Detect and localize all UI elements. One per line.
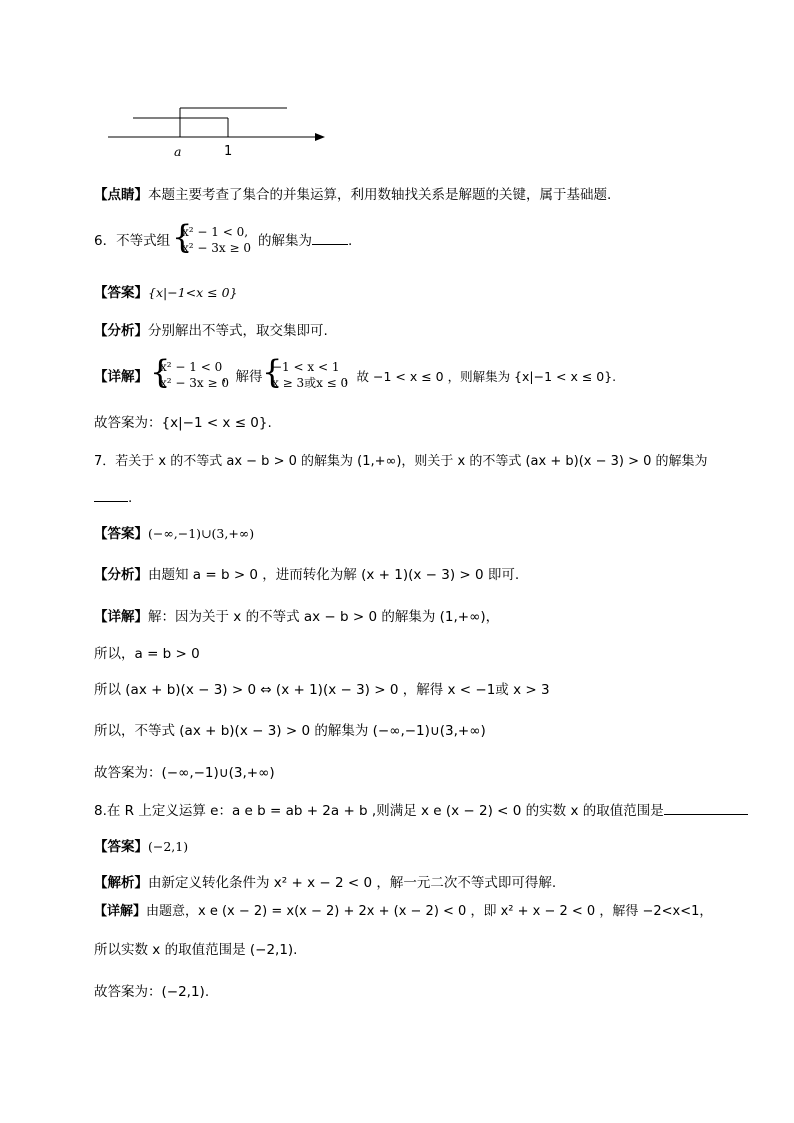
q7-analysis-line bbox=[94, 566, 519, 584]
q8-step1: 所以实数 x 的取值范围是 (−2,1). bbox=[94, 942, 298, 958]
q8-final: 故答案为：(−2,1). bbox=[94, 984, 210, 1000]
q8-analysis-tag: 【解析】 bbox=[94, 875, 148, 891]
q6-detail-system2-line2: x ≥ 3或x ≤ 0 bbox=[272, 376, 349, 390]
q6-prefix: 6．不等式组 bbox=[94, 233, 171, 249]
q7-analysis: 由题知 a = b > 0 ，进而转化为解 (x + 1)(x − 3) > 0 即可. bbox=[148, 567, 520, 583]
q7-analysis-tag: 【分析】 bbox=[94, 567, 148, 583]
q6-detail-end: ，故 −1 < x ≤ 0 ，则解集为 {x|−1 < x ≤ 0}. bbox=[344, 369, 617, 384]
axis-arrow bbox=[315, 133, 325, 141]
q7-detail-tag: 【详解】 bbox=[94, 609, 148, 625]
q8-analysis: 由新定义转化条件为 x² + x − 2 < 0 ，解一元二次不等式即可得解. bbox=[148, 875, 557, 891]
q7-final: 故答案为：(−∞,−1)∪(3,+∞) bbox=[94, 765, 275, 781]
q6-detail-mid: ，解得 bbox=[222, 369, 263, 385]
q6-analysis-tag: 【分析】 bbox=[94, 323, 148, 339]
q7-period: . bbox=[128, 490, 133, 506]
q8-line1: 8.在 R 上定义运算 e：a e b = ab + 2a + b ,则满足 x e (x − 2) < 0 的实数 x 的取值范围是 bbox=[94, 803, 664, 819]
q7-line1: 7．若关于 x 的不等式 ax − b > 0 的解集为 (1,+∞)，则关于 x 的不等式 (ax + b)(x − 3) > 0 的解集为 bbox=[94, 454, 708, 469]
q6-system-line1: x² − 1 < 0, bbox=[182, 225, 249, 239]
q8-answer-line bbox=[94, 838, 188, 856]
number-line-figure bbox=[100, 100, 340, 160]
q8-blank bbox=[664, 802, 748, 815]
q6-detail-system1-line1: x² − 1 < 0 bbox=[160, 360, 223, 374]
q6-detail-system2 bbox=[272, 359, 348, 391]
q7-detail-line bbox=[94, 608, 499, 626]
figure-label-a: a bbox=[174, 144, 182, 159]
q6-detail-system2-line1: −1 < x < 1 bbox=[272, 360, 340, 374]
q6-period: . bbox=[348, 233, 353, 249]
q6-detail-system1-line2: x² − 3x ≥ 0 bbox=[160, 376, 229, 390]
q7-answer-line bbox=[94, 525, 254, 543]
q6-detail-system1 bbox=[160, 359, 229, 391]
q8-detail: 由题意，x e (x − 2) = x(x − 2) + 2x + (x − 2) < 0 ，即 x² + x − 2 < 0 ，解得 −2<x<1， bbox=[146, 904, 713, 919]
dianjing-line bbox=[94, 186, 611, 204]
q8-detail-line bbox=[94, 903, 712, 921]
q6-suffix-line bbox=[258, 232, 352, 250]
q6-detail-tag: 【详解】 bbox=[94, 369, 148, 385]
dianjing-tag: 【点睛】 bbox=[94, 187, 148, 203]
q8-analysis-line bbox=[94, 874, 556, 892]
q7-step3: 所以，不等式 (ax + b)(x − 3) > 0 的解集为 (−∞,−1)∪(3,+∞) bbox=[94, 723, 486, 739]
q6-system bbox=[182, 224, 251, 256]
q7-step2: 所以 (ax + b)(x − 3) > 0 ⇔ (x + 1)(x − 3) > 0 ，解得 x < −1或 x > 3 bbox=[94, 682, 550, 698]
q7-answer-tag: 【答案】 bbox=[94, 526, 148, 542]
q6-analysis: 分别解出不等式，取交集即可. bbox=[148, 323, 328, 339]
q6-detail-brace2: { bbox=[262, 353, 283, 391]
dianjing-text: 本题主要考查了集合的并集运算，利用数轴找关系是解题的关键，属于基础题. bbox=[148, 187, 612, 203]
q7-step1: 所以，a = b > 0 bbox=[94, 646, 200, 662]
q6-answer-line bbox=[94, 284, 238, 302]
q6-analysis-line bbox=[94, 322, 328, 340]
q6-suffix: 的解集为 bbox=[258, 233, 312, 249]
q6-blank bbox=[312, 232, 348, 245]
q6-brace: { bbox=[172, 218, 193, 256]
q6-answer-tag: 【答案】 bbox=[94, 285, 148, 301]
q7-blank bbox=[94, 489, 128, 502]
q7-line2 bbox=[94, 489, 132, 507]
q8-detail-tag: 【详解】 bbox=[94, 904, 147, 919]
q7-detail: 解：因为关于 x 的不等式 ax − b > 0 的解集为 (1,+∞)， bbox=[148, 609, 500, 625]
q7-answer: (−∞,−1)∪(3,+∞) bbox=[148, 526, 255, 541]
q6-answer: {x|−1<x ≤ 0} bbox=[148, 285, 238, 300]
q6-system-line2: x² − 3x ≥ 0 bbox=[182, 241, 251, 255]
figure-label-1: 1 bbox=[224, 144, 233, 159]
q6-final: 故答案为：{x|−1 < x ≤ 0}. bbox=[94, 415, 272, 431]
q8-line1-wrap bbox=[94, 802, 748, 820]
q6-detail-brace1: { bbox=[150, 353, 171, 391]
q8-answer-tag: 【答案】 bbox=[94, 839, 148, 855]
q8-answer: (−2,1) bbox=[148, 839, 189, 854]
